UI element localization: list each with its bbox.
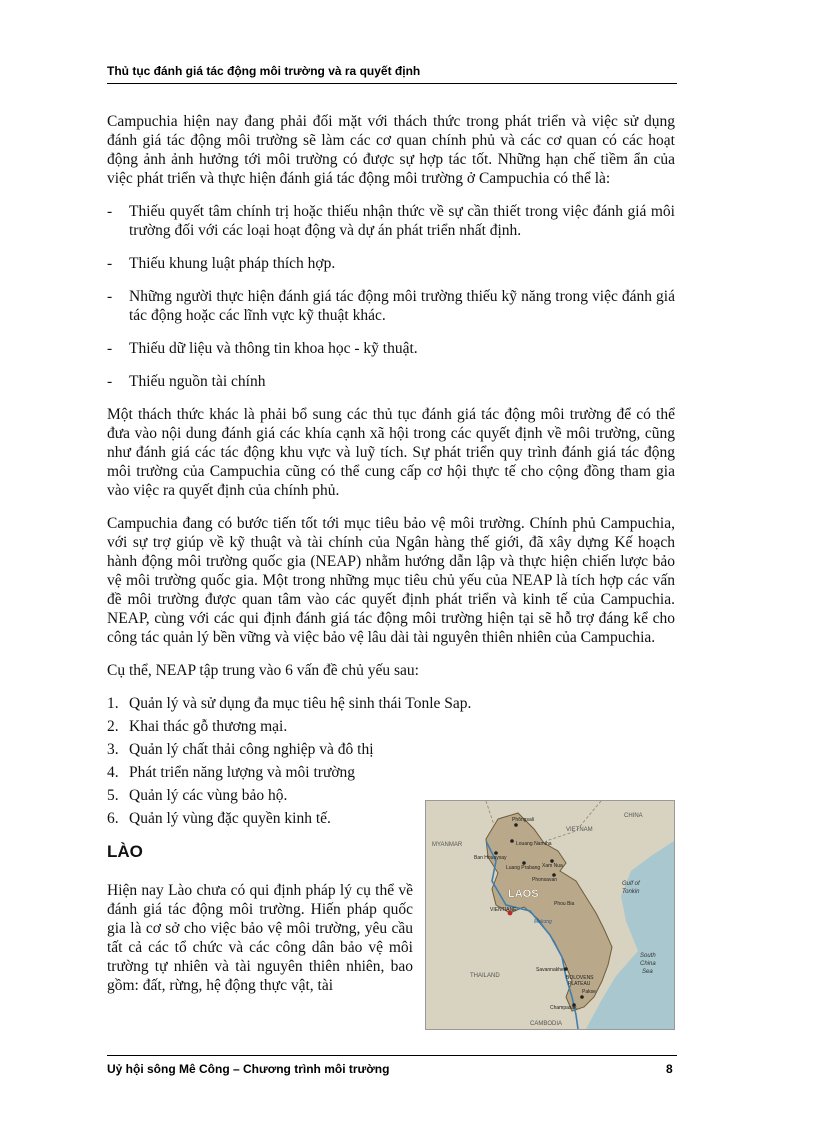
section-heading-laos: LÀO: [107, 842, 143, 861]
map-label-cambodia: CAMBODIA: [530, 1021, 563, 1027]
map-label-thailand: THAILAND: [470, 973, 500, 979]
footer-text: Uỷ hội sông Mê Công – Chương trình môi trường: [107, 1062, 390, 1076]
list-item-text: Thiếu nguồn tài chính: [129, 373, 266, 390]
list-item: [107, 372, 675, 391]
map-label-phongsali: Phôngsali: [512, 817, 534, 823]
map-label-ban-houayxay: Ban Houayxay: [474, 855, 507, 861]
dash-marker: -: [107, 340, 113, 357]
map-label-china: CHINA: [624, 813, 643, 819]
list-item-text: Quản lý các vùng bảo hộ.: [129, 787, 288, 804]
constraints-list: [107, 202, 675, 391]
list-item: [107, 763, 675, 782]
list-item-text: Quản lý vùng đặc quyền kinh tế.: [129, 810, 331, 827]
list-item-text: Quản lý và sử dụng đa mục tiêu hệ sinh thái Tonle Sap.: [129, 695, 472, 712]
laos-paragraph: Hiện nay Lào chưa có qui định pháp lý cụ thể về đánh giá tác động môi trường. Hiến pháp quốc gia là cơ sở cho việc bảo vệ môi trường, yêu cầu tất cả các tổ chức và các công dân bảo vệ môi trường tự nhiên và tài nguyên thiên nhiên, bao gồm: đất, rừng, hệ động thực vật, tài: [107, 882, 413, 994]
list-item: [107, 717, 675, 736]
header-rule: [107, 83, 677, 84]
list-item: [107, 694, 675, 713]
list-number: 4.: [107, 764, 119, 781]
list-number: 3.: [107, 741, 119, 758]
map-label-savannakhet: Savannakhet: [536, 967, 566, 973]
laos-map: [425, 800, 675, 1030]
list-item-text: Khai thác gỗ thương mại.: [129, 718, 288, 735]
map-label-pakse: Pakse: [582, 989, 596, 995]
map-label-phonsavan: Phonsavan: [532, 877, 558, 883]
list-number: 5.: [107, 787, 119, 804]
map-label-plateau: PLATEAU: [568, 981, 591, 987]
map-label-tonkin: Tonkin: [622, 889, 640, 895]
list-item: [107, 339, 675, 358]
city-marker: [510, 839, 514, 843]
map-label-vientiane: VIENTIANE: [490, 907, 517, 913]
list-item: [107, 287, 675, 325]
city-marker: [514, 823, 518, 827]
map-graphic: [426, 801, 674, 1029]
map-label-xam-nua: Xam Nua: [542, 863, 563, 869]
map-label-gulf: Gulf of: [622, 881, 640, 887]
map-label-bolovens: BOLOVENS: [566, 975, 594, 981]
list-item-text: Thiếu quyết tâm chính trị hoặc thiếu nhận thức về sự cần thiết trong việc đánh giá môi trường đối với các loại hoạt động và dự án phát triển nhất định.: [129, 203, 675, 239]
list-number: 1.: [107, 695, 119, 712]
list-item-text: Thiếu khung luật pháp thích hợp.: [129, 255, 336, 272]
map-label-phou-bia: Phou Bia: [554, 901, 575, 907]
list-item-text: Những người thực hiện đánh giá tác động môi trường thiếu kỹ năng trong việc đánh giá tác động hoặc các lĩnh vực kỹ thuật khác.: [129, 288, 675, 324]
map-label-myanmar: MYANMAR: [432, 842, 463, 848]
dash-marker: -: [107, 203, 113, 220]
list-number: 6.: [107, 810, 119, 827]
map-label-vietnam: VIETNAM: [566, 827, 593, 833]
map-label-china-sea-1: China: [640, 961, 656, 967]
list-item: [107, 740, 675, 759]
list-item-text: Phát triển năng lượng và môi trường: [129, 764, 356, 781]
map-label-mekong: Mekong: [534, 919, 552, 925]
list-item: [107, 202, 675, 240]
list-item-text: Thiếu dữ liệu và thông tin khoa học - kỹ thuật.: [129, 340, 418, 357]
dash-marker: -: [107, 288, 113, 305]
map-label-luang-prabang: Luang Prabang: [506, 865, 541, 871]
map-label-louang-namtha: Louang Namtha: [516, 841, 552, 847]
dash-marker: -: [107, 373, 113, 390]
list-number: 2.: [107, 718, 119, 735]
intro-paragraph: Campuchia hiện nay đang phải đối mặt với thách thức trong phát triển và việc sử dụng đánh giá tác động môi trường sẽ làm các cơ quan chính phủ và các cơ quan có các hoạt động ảnh ảnh hưởng tới môi trường có được sự hợp tác tốt. Những hạn chế tiềm ẩn của việc phát triển và thực hiện đánh giá tác động môi trường ở Campuchia có thể là:: [107, 113, 675, 187]
map-label-laos: LAOS: [508, 888, 539, 900]
list-item: [107, 254, 675, 273]
dash-marker: -: [107, 255, 113, 272]
city-marker: [580, 995, 584, 999]
map-label-south: South: [640, 953, 656, 959]
list-item-text: Quản lý chất thải công nghiệp và đô thị: [129, 741, 374, 758]
map-label-champasak: Champasak: [550, 1005, 577, 1011]
paragraph-challenges: Một thách thức khác là phải bổ sung các thủ tục đánh giá tác động môi trường để có thể đưa vào nội dung đánh giá các khía cạnh xã hội trong các quyết định về môi trường, cũng như đánh giá các tác động khu vực và luỹ tích. Sự phát triển quy trình đánh giá tác động môi trường của Campuchia cũng có thể cung cấp cơ hội thực tế cho cộng đồng tham gia vào việc ra quyết định của chính phủ.: [107, 406, 675, 499]
paragraph-neap: Campuchia đang có bước tiến tốt tới mục tiêu bảo vệ môi trường. Chính phủ Campuchia, với sự trợ giúp về kỹ thuật và tài chính của Ngân hàng thế giới, đã xây dựng Kế hoạch hành động môi trường quốc gia (NEAP) nhằm hướng dẫn lập và thực hiện chiến lược bảo vệ môi trường quốc gia. Một trong những mục tiêu chủ yếu của NEAP là tích hợp các vấn đề môi trường được quan tâm vào các quyết định phát triển và kinh tế của Campuchia. NEAP, cùng với các qui định đánh giá tác động môi trường hiện tại sẽ hỗ trợ đáng kể cho công tác quản lý bền vững và việc bảo vệ lâu dài tài nguyên thiên nhiên của Campuchia.: [107, 515, 675, 646]
map-label-china-sea-2: Sea: [642, 969, 653, 975]
running-header: Thủ tục đánh giá tác động môi trường và ra quyết định: [107, 64, 421, 78]
footer-rule: [107, 1055, 677, 1056]
page-number: 8: [666, 1062, 673, 1076]
paragraph-neap-focus: Cụ thể, NEAP tập trung vào 6 vấn đề chủ yếu sau:: [107, 662, 419, 679]
